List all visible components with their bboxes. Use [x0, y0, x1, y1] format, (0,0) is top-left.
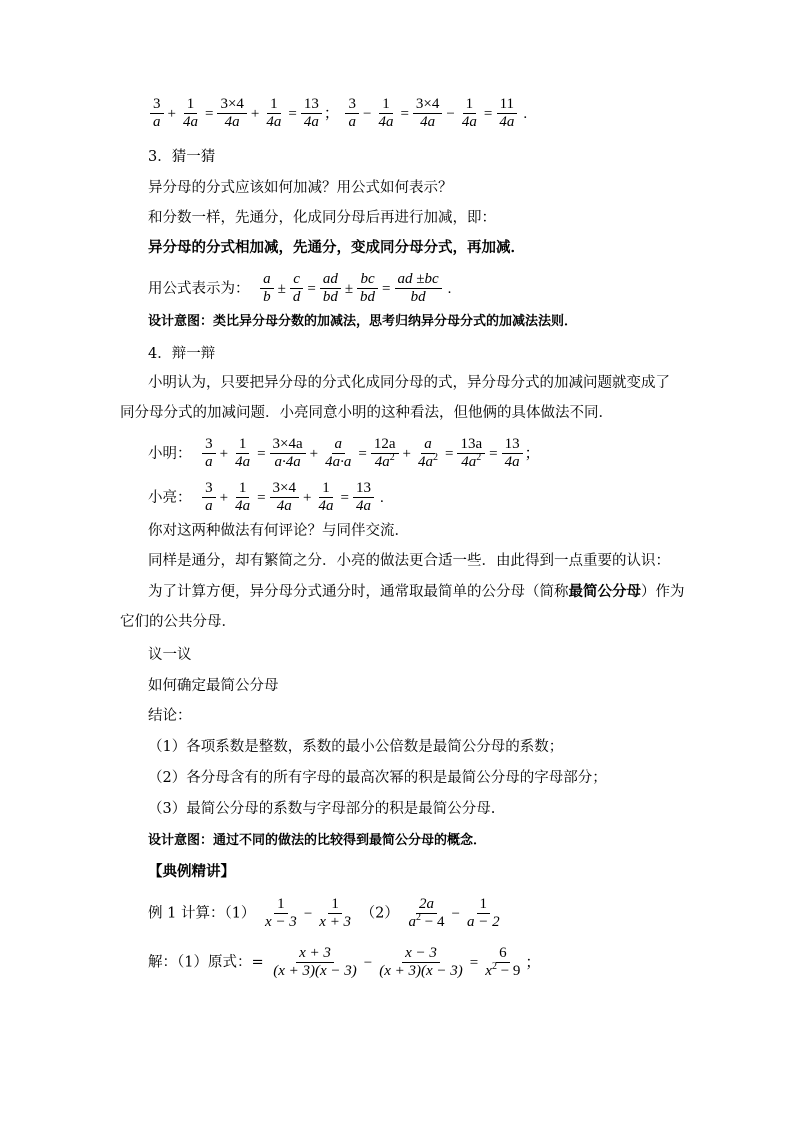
fraction: $\frac{3\times 4}{4a}$	[217, 96, 246, 131]
fraction: $\frac{1}{x + 3}$	[319, 896, 352, 930]
design-note: 设计意图：类比异分母分数的加减法，思考归纳异分母分式的加减法法则．	[148, 314, 578, 329]
fraction: $\frac{ad}{bd}$	[320, 271, 341, 306]
fraction: $\frac{12a}{4a^2}$	[371, 436, 399, 471]
fraction: $\frac{a}{4a^2}$	[418, 436, 438, 470]
example-problem: 例 1 计算：（1） $\frac{1}{x - 3}$ − $\frac{1}{x + 3}$ （2） $\frac{2a}{a^2 - 4}$ − $\frac{1}{a - 2}$	[148, 896, 505, 931]
rule-statement: 异分母的分式相加减，先通分，变成同分母分式，再加减．	[148, 239, 525, 256]
list-item: （3）最简公分母的系数与字母部分的积是最简公分母.	[148, 801, 496, 817]
equation: $\frac{3}{a}$ + $\frac{1}{4a}$ = $\frac{3\times 4}{4a}$ + $\frac{1}{4a}$ = $\frac{13}{4a}$ .	[200, 480, 384, 515]
paragraph: 它们的公共分母．	[120, 614, 236, 630]
fraction: $\frac{1}{4a}$	[318, 480, 334, 514]
section-heading: 4．辩一辩	[148, 346, 216, 362]
fraction: $\frac{1}{4a}$	[182, 96, 198, 130]
fraction: $\frac{x - 3}{(x + 3)(x - 3)}$	[379, 945, 463, 979]
expression: $\frac{x + 3}{(x + 3)(x - 3)}$ − $\frac{x - 3}{(x + 3)(x - 3)}$ = $\frac{6}{x^2 - 9}$ ；	[268, 945, 540, 980]
fraction: $\frac{1}{4a}$	[266, 96, 282, 130]
fraction: $\frac{a}{4a\cdot a}$	[325, 436, 352, 470]
solution-line: 解：（1）原式：= $\frac{x + 3}{(x + 3)(x - 3)}$ − $\frac{x - 3}{(x + 3)(x - 3)}$ = $\frac{6}{x^2 - 9}$ ；	[148, 945, 541, 979]
formula-line: 用公式表示为： $\frac{a}{b}$ ± $\frac{c}{d}$ = $\frac{ad}{bd}$ ± $\frac{bc}{bd}$ = $\frac{ad \pm bc}{bd}$ .	[148, 271, 452, 305]
fraction: $\frac{6}{x^2 - 9}$	[485, 945, 521, 979]
fraction: $\frac{11}{4a}$	[496, 96, 517, 131]
fraction: $\frac{13}{4a}$	[502, 436, 523, 471]
xiaoliang-solution: 小亮： $\frac{3}{a}$ + $\frac{1}{4a}$ = $\frac{3\times 4}{4a}$ + $\frac{1}{4a}$ = $\frac{13}{4a}$ .	[148, 480, 384, 514]
fraction: $\frac{3\times 4}{4a}$	[270, 480, 299, 515]
fraction: $\frac{1}{4a}$	[378, 96, 394, 130]
fraction: $\frac{x + 3}{(x + 3)(x - 3)}$	[273, 945, 357, 979]
expression: $\frac{2a}{a^2 - 4}$ − $\frac{1}{a - 2}$	[404, 896, 505, 931]
fraction: $\frac{2a}{a^2 - 4}$	[408, 896, 445, 930]
formula: $\frac{a}{b}$ ± $\frac{c}{d}$ = $\frac{ad}{bd}$ ± $\frac{bc}{bd}$ = $\frac{ad \pm bc}{bd}$ .	[258, 271, 451, 306]
equation: $\frac{3}{a}$ + $\frac{1}{4a}$ = $\frac{3\times 4a}{a\cdot 4a}$ + $\frac{a}{4a\cdot a}$ = $\frac{12a}{4a^2}$ + $\frac{a}{4a^2}$ = $\frac{13a}{4a^2}$ = $\frac{13}{4a}$ ；	[200, 436, 540, 471]
paragraph: 你对这两种做法有何评论？与同伴交流．	[148, 523, 409, 539]
fraction: $\frac{3}{a}$	[202, 436, 216, 471]
paragraph: 如何确定最简公分母	[148, 678, 279, 694]
fraction: $\frac{3}{a}$	[202, 480, 216, 515]
paragraph: 结论：	[148, 708, 192, 724]
equation-line-1	[148, 96, 527, 131]
section-heading: 3．猜一猜	[148, 149, 216, 165]
fraction: $\frac{13}{4a}$	[353, 480, 374, 515]
section-heading: 【典例精讲】	[148, 863, 235, 880]
fraction: $\frac{3}{a}$	[150, 96, 164, 131]
fraction: $\frac{1}{a - 2}$	[466, 896, 500, 930]
fraction: $\frac{1}{x - 3}$	[265, 896, 297, 930]
fraction: $\frac{1}{4a}$	[235, 480, 251, 514]
expression: $\frac{1}{x - 3}$ − $\frac{1}{x + 3}$	[260, 896, 356, 931]
paragraph: 为了计算方便，异分母分式通分时，通常取最简单的公分母（简称最简公分母）作为	[148, 583, 685, 600]
equation-difference: $\frac{3}{a}$ − $\frac{1}{4a}$ = $\frac{3\times 4}{4a}$ − $\frac{1}{4a}$ = $\frac{11}{4a}$ .	[343, 96, 527, 131]
list-item: （2）各分母含有的所有字母的最高次幂的积是最简公分母的字母部分；	[148, 770, 607, 786]
xiaoming-solution: 小明： $\frac{3}{a}$ + $\frac{1}{4a}$ = $\frac{3\times 4a}{a\cdot 4a}$ + $\frac{a}{4a\cdot a}$ = $\frac{12a}{4a^2}$ + $\frac{a}{4a^2}$ = $\frac{13a}{4a^2}$ = $\frac{13}{4a}$ ；	[148, 436, 540, 470]
equation-sum: $\frac{3}{a}$ + $\frac{1}{4a}$ = $\frac{3\times 4}{4a}$ + $\frac{1}{4a}$ = $\frac{13}{4a}$ ；	[148, 96, 339, 131]
fraction: $\frac{a}{b}$	[260, 271, 274, 306]
fraction: $\frac{bc}{bd}$	[357, 271, 378, 306]
paragraph: 和分数一样，先通分，化成同分母后再进行加减，即：	[148, 210, 496, 226]
design-note: 设计意图：通过不同的做法的比较得到最简公分母的概念．	[148, 833, 487, 848]
fraction: $\frac{ad \pm bc}{bd}$	[395, 271, 442, 306]
paragraph: 小明认为，只要把异分母的分式化成同分母的式，异分母分式的加减问题就变成了	[148, 375, 670, 391]
fraction: $\frac{13a}{4a^2}$	[457, 436, 485, 471]
paragraph: 异分母的分式应该如何加减？用公式如何表示？	[148, 180, 453, 196]
fraction: $\frac{1}{4a}$	[461, 96, 477, 130]
list-item: （1）各项系数是整数，系数的最小公倍数是最简公分母的系数；	[148, 739, 564, 755]
paragraph: 同分母分式的加减问题．小亮同意小明的这种看法，但他俩的具体做法不同．	[120, 405, 613, 421]
fraction: $\frac{3}{a}$	[345, 96, 359, 131]
fraction: $\frac{3\times 4}{4a}$	[413, 96, 442, 131]
fraction: $\frac{13}{4a}$	[301, 96, 322, 131]
section-heading: 议一议	[148, 647, 192, 663]
paragraph: 同样是通分，却有繁简之分．小亮的做法更合适一些．由此得到一点重要的认识：	[148, 553, 670, 569]
fraction: $\frac{3\times 4a}{a\cdot 4a}$	[270, 436, 306, 471]
fraction: $\frac{1}{4a}$	[235, 436, 251, 470]
fraction: $\frac{c}{d}$	[290, 271, 304, 306]
